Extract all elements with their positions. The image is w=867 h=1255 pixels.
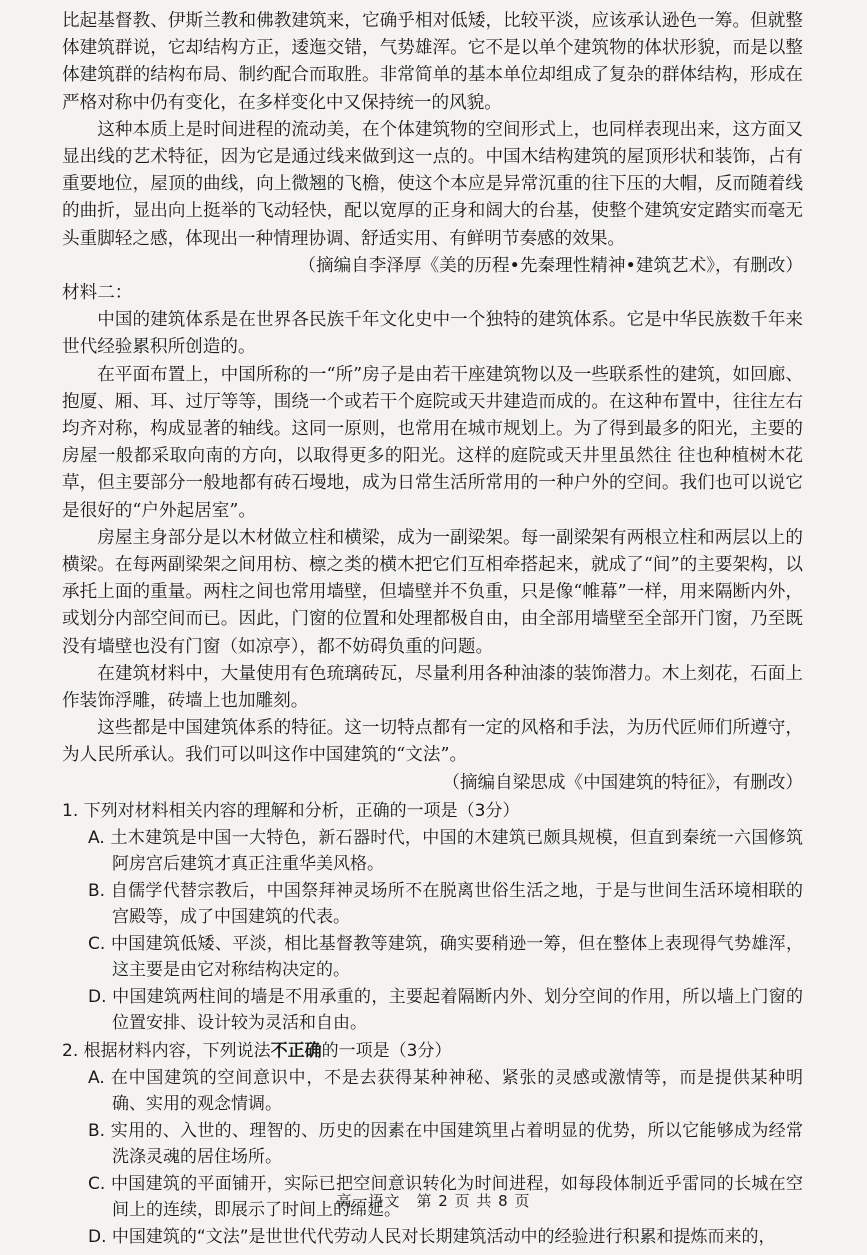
question-1-option-c: C. 中国建筑低矮、平淡，相比基督教等建筑，确实要稍逊一筹，但在整体上表现得气势雄浑，这主要是由它对称结构决定的。 <box>88 933 803 981</box>
material2-paragraph-2: 在平面布置上，中国所称的一“所”房子是由若干座建筑物以及一些联系性的建筑，如回廊、抱厦、厢、耳、过厅等等，围绕一个或若干个庭院或天井建造而成的。在这种布置中，往往左右均齐对称，构成显著的轴线。这同一原则，也常用在城市规划上。为了得到最多的阳光，主要的房屋一般都采取向南的方向，以取得更多的阳光。这样的庭院或天井里虽然往 往也种植树木花草，但主要部分一般地都有砖石墁地，成为日常生活所常用的一种户外的空间。我们也可以说它是很好的“户外起居室”。 <box>62 364 803 521</box>
question-2-stem-emphasis: 不正确 <box>270 1040 322 1061</box>
material2-source: （摘编自梁思成《中国建筑的特征》，有删改） <box>442 772 803 793</box>
page-footer: 高一语文 第 2 页 共 8 页 <box>336 1192 531 1210</box>
question-1-option-b: B. 自儒学代替宗教后，中国祭拜神灵场所不在脱离世俗生活之地，于是与世间生活环境相联的宫殿等，成了中国建筑的代表。 <box>88 880 803 928</box>
material2-label: 材料二： <box>62 283 133 304</box>
question-2-stem-end: 的一项是（3分） <box>321 1040 452 1061</box>
question-2-stem-start: 2. 根据材料内容，下列说法 <box>62 1040 271 1061</box>
material1-paragraph-1: 比起基督教、伊斯兰教和佛教建筑来，它确乎相对低矮，比较平淡，应该承认逊色一筹。但就整体建筑群说，它却结构方正，逶迤交错，气势雄浑。它不是以单个建筑物的体状形貌，而是以整体建筑群的结构布局、制约配合而取胜。非常简单的基本单位却组成了复杂的群体结构，形成在严格对称中仍有变化，在多样变化中又保持统一的风貌。 <box>62 11 803 113</box>
question-2-stem <box>62 1038 803 1065</box>
material2-paragraph-4: 在建筑材料中，大量使用有色琉璃砖瓦，尽量利用各种油漆的装饰潜力。木上刻花，石面上作装饰浮雕，砖墙上也加雕刻。 <box>62 663 803 712</box>
question-1 <box>62 798 803 1037</box>
material2-paragraph-3: 房屋主身部分是以木材做立柱和横梁，成为一副梁架。每一副梁架有两根立柱和两层以上的横梁。在每两副梁架之间用枋、檩之类的横木把它们互相牵搭起来，就成了“间”的主要架构，以承托上面的重量。两柱之间也常用墙壁，但墙壁并不负重，只是像“帷幕”一样，用来隔断内外，或划分内部空间而已。因此，门窗的位置和处理都极自由，由全部用墙壁至全部开门窗，乃至既没有墙壁也没有门窗（如凉亭），都不妨碍负重的问题。 <box>62 527 803 657</box>
question-1-option-d: D. 中国建筑两柱间的墙是不用承重的，主要起着隔断内外、划分空间的作用，所以墙上门窗的位置安排、设计较为灵活和自由。 <box>88 986 803 1034</box>
question-2-option-b: B. 实用的、入世的、理智的、历史的因素在中国建筑里占着明显的优势，所以它能够成为经常洗涤灵魂的居住场所。 <box>88 1120 803 1168</box>
question-2-option-c: C. 中国建筑的平面铺开，实际已把空间意识转化为时间进程，如每段体制近乎雷同的长城在空间上的连续，即展示了时间上的绵延。 <box>88 1173 803 1221</box>
question-2-option-a: A. 在中国建筑的空间意识中，不是去获得某种神秘、紧张的灵感或激情等，而是提供某种明确、实用的观念情调。 <box>88 1067 803 1115</box>
question-2 <box>62 1038 803 1251</box>
material1-paragraph-2: 这种本质上是时间进程的流动美，在个体建筑物的空间形式上，也同样表现出来，这方面又显出线的艺术特征，因为它是通过线来做到这一点的。中国木结构建筑的屋顶形状和装饰，占有重要地位，屋顶的曲线，向上微翘的飞檐，使这个本应是异常沉重的往下压的大帽，反而随着线的曲折，显出向上挺举的飞动轻快，配以宽厚的正身和阔大的台基，使整个建筑安定踏实而毫无头重脚轻之感，体现出一种情理协调、舒适实用、有鲜明节奏感的效果。 <box>62 119 803 249</box>
material2-paragraph-5: 这些都是中国建筑体系的特征。这一切特点都有一定的风格和手法，为历代匠师们所遵守，为人民所承认。我们可以叫这作中国建筑的“文法”。 <box>62 718 803 766</box>
material1-source: （摘编自李泽厚《美的历程•先秦理性精神•建筑艺术》，有删改） <box>298 255 803 276</box>
question-1-stem: 1. 下列对材料相关内容的理解和分析，正确的一项是（3分） <box>62 800 520 821</box>
question-1-option-a: A. 土木建筑是中国一大特色，新石器时代，中国的木建筑已颇具规模，但直到秦统一六国修筑阿房宫后建筑才真正注重华美风格。 <box>88 827 803 875</box>
material2-paragraph-1: 中国的建筑体系是在世界各民族千年文化史中一个独特的建筑体系。它是中华民族数千年来世代经验累积所创造的。 <box>62 310 803 358</box>
question-2-option-d: D. 中国建筑的“文法”是世世代代劳动人民对长期建筑活动中的经验进行积累和提炼而来的， <box>88 1226 776 1247</box>
